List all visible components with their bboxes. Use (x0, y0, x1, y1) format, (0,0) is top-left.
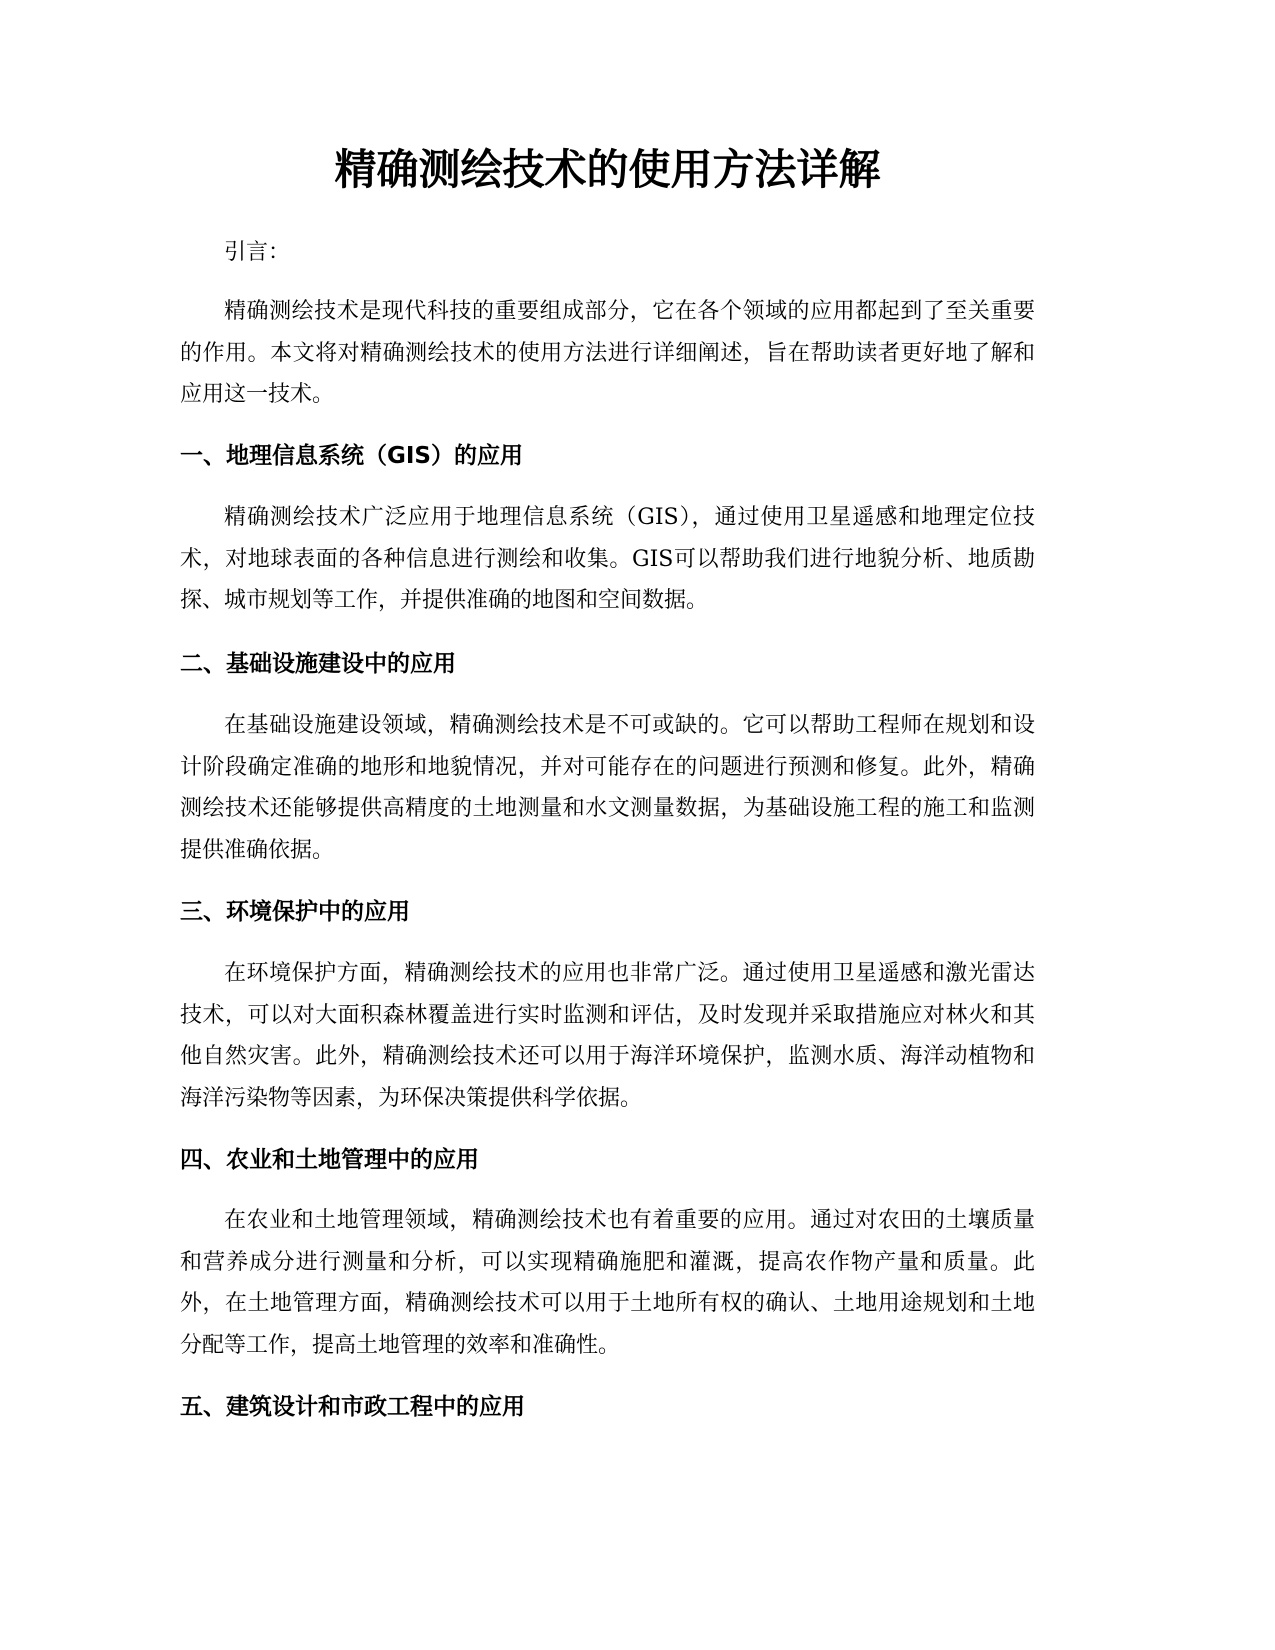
section-4-paragraph: 在农业和土地管理领域，精确测绘技术也有着重要的应用。通过对农田的土壤质量和营养成分进行测量和分析，可以实现精确施肥和灌溉，提高农作物产量和质量。此外，在土地管理方面，精确测绘技术可以用于土地所有权的确认、土地用途规划和土地分配等工作，提高土地管理的效率和准确性。 (180, 1208, 1035, 1358)
section-1-heading: 一、地理信息系统（GIS）的应用 (180, 443, 524, 469)
intro-paragraph: 精确测绘技术是现代科技的重要组成部分，它在各个领域的应用都起到了至关重要的作用。本文将对精确测绘技术的使用方法进行详细阐述，旨在帮助读者更好地了解和应用这一技术。 (180, 299, 1035, 407)
section-2-heading: 二、基础设施建设中的应用 (180, 651, 456, 677)
section-2-paragraph: 在基础设施建设领域，精确测绘技术是不可或缺的。它可以帮助工程师在规划和设计阶段确定准确的地形和地貌情况，并对可能存在的问题进行预测和修复。此外，精确测绘技术还能够提供高精度的土地测量和水文测量数据，为基础设施工程的施工和监测提供准确依据。 (180, 713, 1035, 863)
section-1-paragraph: 精确测绘技术广泛应用于地理信息系统（GIS），通过使用卫星遥感和地理定位技术，对地球表面的各种信息进行测绘和收集。GIS可以帮助我们进行地貌分析、地质勘探、城市规划等工作，并提供准确的地图和空间数据。 (180, 505, 1035, 613)
section-5-heading: 五、建筑设计和市政工程中的应用 (180, 1394, 525, 1420)
section-3-paragraph: 在环境保护方面，精确测绘技术的应用也非常广泛。通过使用卫星遥感和激光雷达技术，可以对大面积森林覆盖进行实时监测和评估，及时发现并采取措施应对林火和其他自然灾害。此外，精确测绘技术还可以用于海洋环境保护，监测水质、海洋动植物和海洋污染物等因素，为环保决策提供科学依据。 (180, 961, 1035, 1111)
intro-label: 引言： (224, 240, 291, 265)
section-4-heading: 四、农业和土地管理中的应用 (180, 1147, 479, 1173)
section-3-heading: 三、环境保护中的应用 (180, 899, 410, 925)
document-title: 精确测绘技术的使用方法详解 (334, 145, 881, 194)
